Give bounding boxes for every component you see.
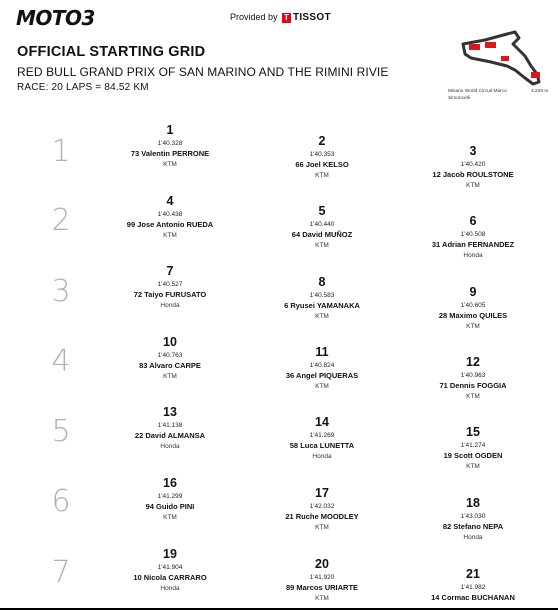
grid-position: 20 [315,557,329,571]
logo-text: MOTO3 [16,6,95,30]
grid-slot [247,204,397,252]
rider-name: 66 Joel KELSO [295,160,349,169]
grid-position: 13 [163,405,177,419]
rider-name: 73 Valentin PERRONE [130,149,210,158]
grid-position: 10 [163,335,177,349]
grid-position: 5 [318,204,326,218]
grid-slot [398,214,548,262]
grid-position: 4 [166,194,174,208]
rider-name: 94 Guido PINI [145,502,195,511]
grid-position: 8 [318,275,326,289]
sponsor-name: TISSOT [292,12,331,23]
lap-time: 1'41.269 [309,432,335,439]
manufacturer: KTM [315,383,329,390]
grid-slot [95,547,245,595]
circuit-length: 4.226 m [531,89,549,94]
marker-d [531,72,540,78]
grid-row-number: 2 [51,203,71,238]
manufacturer: Honda [312,453,332,460]
provided-by-label: Provided by [230,12,278,22]
rider-name: 83 Alvaro CARPE [139,361,201,370]
sponsor-credit [230,12,331,23]
grid-slot [95,194,245,242]
rider-name: 10 Nicola CARRARO [133,573,207,582]
manufacturer: KTM [315,595,329,602]
manufacturer: KTM [466,463,480,470]
lap-time: 1'40.328 [157,140,183,147]
lap-time: 1'42.032 [309,503,335,510]
rider-name: 22 David ALMANSA [134,431,206,440]
lap-time: 1'40.824 [309,362,335,369]
manufacturer: Honda [463,534,483,541]
grid-position: 7 [166,264,174,278]
grid-slot [95,405,245,453]
lap-time: 1'40.508 [460,231,486,238]
grid-position: 19 [163,547,177,561]
manufacturer: Honda [160,302,180,309]
manufacturer: KTM [315,524,329,531]
grid-position: 6 [469,214,477,228]
grid-row-number: 6 [51,484,71,519]
marker-a [469,44,480,50]
grid-position: 2 [318,134,326,148]
grid-row-number: 4 [51,344,71,379]
grid-slot [95,123,245,171]
grid-position: 11 [315,345,329,359]
grid-slot [247,134,397,182]
grid-slot [247,275,397,323]
grid-slot [95,264,245,312]
rider-name: 58 Luca LUNETTA [289,441,355,450]
manufacturer: KTM [163,514,177,521]
grid-position: 1 [166,123,174,137]
rider-name: 99 Jose Antonio RUEDA [126,220,214,229]
rider-name: 21 Ruche MOODLEY [285,512,359,521]
grid-slot [95,476,245,524]
manufacturer: KTM [315,313,329,320]
manufacturer: KTM [163,373,177,380]
manufacturer: KTM [466,323,480,330]
rider-name: 89 Marcos URIARTE [285,583,359,592]
grid-position: 21 [466,567,480,581]
grid-position: 12 [466,355,480,369]
manufacturer: KTM [163,161,177,168]
race-info: RACE: 20 LAPS = 84.52 KM [17,82,149,93]
lap-time: 1'43.030 [460,513,486,520]
grid-position: 14 [315,415,329,429]
grid-slot [398,355,548,403]
lap-time: 1'40.353 [309,151,335,158]
lap-time: 1'40.583 [309,292,335,299]
grid-slot [398,425,548,473]
grid-slot [398,496,548,544]
lap-time: 1'40.527 [157,281,183,288]
rider-name: 72 Taiyo FURUSATO [133,290,207,299]
lap-time: 1'40.440 [309,221,335,228]
grid-position: 16 [163,476,177,490]
grid-slot [398,567,548,603]
manufacturer: KTM [466,393,480,400]
rider-name: 6 Ryusei YAMANAKA [284,301,360,310]
rider-name: 28 Maximo QUILES [438,311,508,320]
grid-position: 18 [466,496,480,510]
lap-time: 1'40.605 [460,302,486,309]
lap-time: 1'40.438 [157,211,183,218]
lap-time: 1'41.982 [460,584,486,591]
rider-name: 64 David MUÑOZ [291,230,353,239]
grid-slot [247,415,397,463]
manufacturer: KTM [315,172,329,179]
lap-time: 1'41.274 [460,442,486,449]
rider-name: 14 Cormac BUCHANAN [431,593,515,602]
manufacturer: Honda [463,252,483,259]
grid-row-number: 5 [51,414,71,449]
grid-slot [247,486,397,534]
rider-name: 82 Stefano NEPA [442,522,504,531]
manufacturer: KTM [163,232,177,239]
lap-time: 1'41.138 [157,422,183,429]
manufacturer: Honda [160,443,180,450]
manufacturer: Honda [160,585,180,592]
circuit-name: Misano World Circuit Marco Simoncelli [448,89,507,101]
grid-position: 15 [466,425,480,439]
manufacturer: KTM [466,182,480,189]
rider-name: 19 Scott OGDEN [443,451,503,460]
grid-position: 3 [469,144,477,158]
tissot-mark-icon: T [284,12,289,22]
lap-time: 1'41.299 [157,493,183,500]
rider-name: 12 Jacob ROULSTONE [432,170,514,179]
lap-time: 1'41.904 [157,564,183,571]
page-title: OFFICIAL STARTING GRID [17,44,206,60]
manufacturer: KTM [315,242,329,249]
grid-row-number: 7 [51,555,71,590]
lap-time: 1'41.920 [309,574,335,581]
moto3-logo [16,6,128,28]
grid-slot [247,345,397,393]
rider-name: 71 Dennis FOGGIA [439,381,507,390]
rider-name: 31 Adrian FERNANDEZ [431,240,515,249]
grid-slot [398,144,548,192]
rider-name: 36 Angel PIQUERAS [285,371,359,380]
grid-row-number: 1 [51,134,71,169]
event-name: RED BULL GRAND PRIX OF SAN MARINO AND THE RIMINI RIVIE [17,65,389,79]
grid-slot [398,285,548,333]
grid-row-number: 3 [51,274,71,309]
lap-time: 1'40.763 [157,352,183,359]
grid-slot [247,557,397,605]
grid-slot [95,335,245,383]
lap-time: 1'40.963 [460,372,486,379]
marker-c [501,56,509,61]
marker-b [485,42,496,48]
lap-time: 1'40.420 [460,161,486,168]
grid-position: 9 [469,285,477,299]
grid-position: 17 [315,486,329,500]
